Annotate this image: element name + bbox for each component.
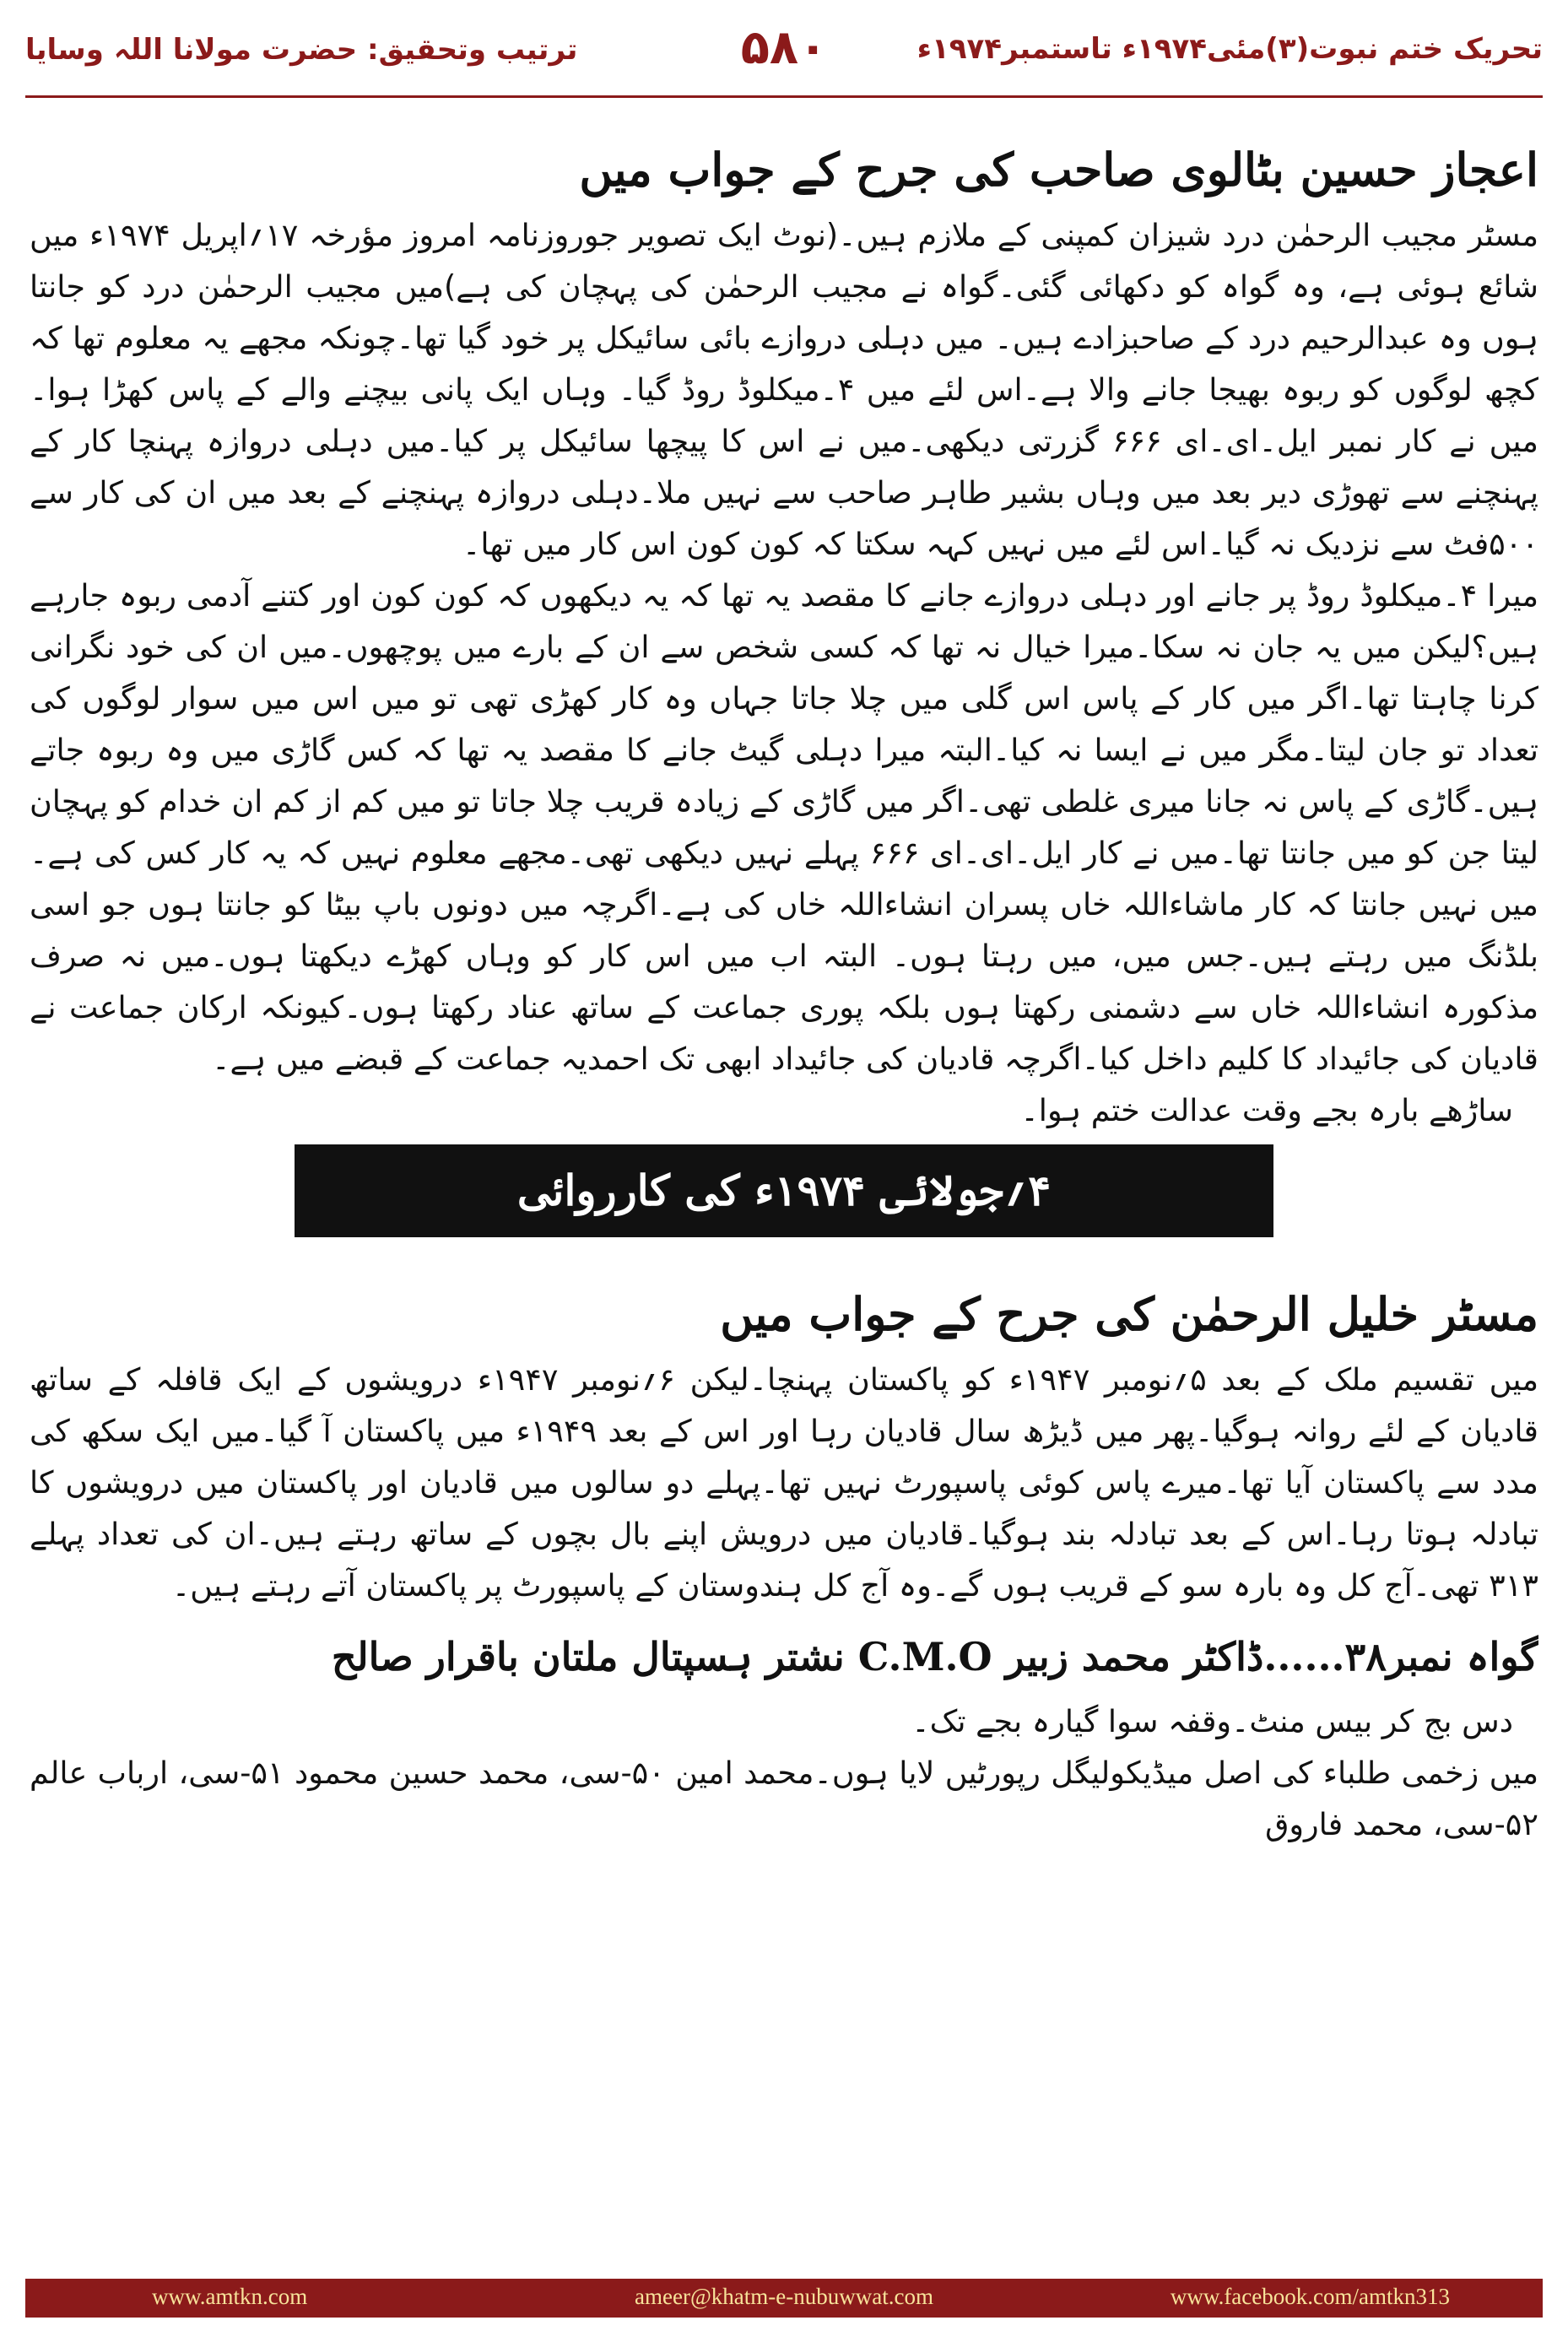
paragraph: میں تقسیم ملک کے بعد ۵؍نومبر ۱۹۴۷ء کو پاکستان پہنچا۔لیکن ۶؍نومبر ۱۹۴۷ء درویشوں کے ایک قافلہ کے ساتھ قادیان کے لئے روانہ ہوگیا۔پھر میں ڈیڑھ سال قادیان رہا اور اس کے بعد ۱۹۴۹ء میں پاکستان آ گیا۔میں ایک سکھ کی مدد سے پاکستان آیا تھا۔میرے پاس کوئی پاسپورٹ نہیں تھا۔پہلے دو سالوں میں قادیان اور پاکستان میں درویشوں کا تبادلہ ہوتا رہا۔اس کے بعد تبادلہ بند ہوگیا۔قادیان میں درویش اپنے بال بچوں کے ساتھ رہتے ہیں۔ان کی تعداد پہلے ۳۱۳ تھی۔آج کل وہ بارہ سو کے قریب ہوں گے۔وہ آج کل ہندوستان کے پاسپورٹ پر پاکستان آتے رہتے ہیں۔ — [30, 1360, 1538, 1604]
page-footer — [25, 2279, 1543, 2318]
proceedings-date-banner: ۴؍جولائی ۱۹۷۴ء کی کارروائی — [295, 1144, 1273, 1237]
witness-heading: گواہ نمبر۳۸......ڈاکٹر محمد زبیر C.M.O نشتر ہسپتال ملتان باقرار صالح — [331, 1633, 1538, 1679]
paragraph: میرا ۴۔میکلوڈ روڈ پر جانے اور دہلی دروازے جانے کا مقصد یہ تھا کہ یہ دیکھوں کہ کون کون اور کتنے آدمی ربوہ جارہے ہیں؟لیکن میں یہ جان نہ سکا۔میرا خیال نہ تھا کہ کسی شخص سے ان کے بارے میں پوچھوں۔میں ان کی خود نگرانی کرنا چاہتا تھا۔اگر میں کار کے پاس اس گلی میں چلا جاتا جہاں وہ کار کھڑی تھی تو میں اس میں سوار لوگوں کی تعداد تو جان لیتا۔مگر میں نے ایسا نہ کیا۔البتہ میرا دہلی گیٹ جانے کا مقصد یہ تھا کہ کس گاڑی میں وہ ربوہ جاتے ہیں۔گاڑی کے پاس نہ جانا میری غلطی تھی۔اگر میں گاڑی کے زیادہ قریب چلا جاتا تو میں کم از کم ان خدام کو پہچان لیتا جن کو میں جانتا تھا۔میں نے کار ایل۔ای۔ای ۶۶۶ پہلے نہیں دیکھی تھی۔مجھے معلوم نہیں کہ یہ کار کس کی ہے۔میں نہیں جانتا کہ کار ماشاءاللہ خاں پسران انشاءاللہ خاں کی ہے۔اگرچہ میں دونوں باپ بیٹا کو جانتا ہوں جو اسی بلڈنگ میں رہتے ہیں۔جس میں، میں رہتا ہوں۔ البتہ اب میں اس کار کو وہاں کھڑے دیکھتا ہوں۔میں نہ صرف مذکورہ انشاءاللہ خاں سے دشمنی رکھتا ہوں بلکہ پوری جماعت کے ساتھ عناد رکھتا ہوں۔کیونکہ ارکان جماعت نے قادیان کی جائیداد کا کلیم داخل کیا۔اگرچہ قادیان کی جائیداد ابھی تک احمدیہ جماعت کے قبضے میں ہے۔ — [30, 576, 1538, 1077]
footer-facebook-link[interactable]: www.facebook.com/amtkn313 — [1170, 2284, 1450, 2309]
header-book-title: تحریک ختم نبوت(۳)مئی۱۹۷۴ء تاستمبر۱۹۷۴ء — [916, 32, 1543, 66]
section-heading-cross-examination-ijaz: اعجاز حسین بٹالوی صاحب کی جرح کے جواب میں — [579, 143, 1538, 197]
header-compiler: ترتیب وتحقیق: حضرت مولانا اللہ وسایا — [25, 33, 578, 67]
section-heading-cross-examination-khalil: مسٹر خلیل الرحمٰن کی جرح کے جواب میں — [720, 1286, 1538, 1341]
footer-website-link[interactable]: www.amtkn.com — [152, 2284, 308, 2309]
page-header — [25, 15, 1543, 98]
paragraph: میں زخمی طلباء کی اصل میڈیکولیگل رپورٹیں لایا ہوں۔محمد امین ۵۰-سی، محمد حسین محمود ۵۱-سی، ارباب عالم ۵۲-سی، محمد فاروق — [30, 1754, 1538, 1842]
page-content — [30, 114, 1538, 2220]
paragraph: مسٹر مجیب الرحمٰن درد شیزان کمپنی کے ملازم ہیں۔(نوٹ ایک تصویر جوروزنامہ امروز مؤرخہ ۱۷؍اپریل ۱۹۷۴ء میں شائع ہوئی ہے، وہ گواہ کو دکھائی گئی۔گواہ نے مجیب الرحمٰن کی پہچان کی ہے)میں مجیب الرحمٰن درد کو جانتا ہوں وہ عبدالرحیم درد کے صاحبزادے ہیں۔ میں دہلی دروازے بائی سائیکل پر خود گیا تھا۔چونکہ مجھے یہ معلوم تھا کہ کچھ لوگوں کو ربوہ بھیجا جانے والا ہے۔اس لئے میں ۴۔میکلوڈ روڈ گیا۔ وہاں ایک پانی بیچنے والے کے پاس کھڑا ہوا۔میں نے کار نمبر ایل۔ای۔ای ۶۶۶ گزرتی دیکھی۔میں نے اس کا پیچھا سائیکل پر کیا۔میں دہلی دروازہ پہنچا کار کے پہنچنے سے تھوڑی دیر بعد میں وہاں بشیر طاہر صاحب سے نہیں ملا۔دہلی دروازہ پہنچنے کے بعد میں ان کی کار سے ۵۰۰فٹ سے نزدیک نہ گیا۔اس لئے میں نہیں کہہ سکتا کہ کون کون اس کار میں تھا۔ — [30, 216, 1538, 562]
recess-note: دس بج کر بیس منٹ۔وقفہ سوا گیارہ بجے تک۔ — [911, 1702, 1513, 1739]
footer-email-link[interactable]: ameer@khatm-e-nubuwwat.com — [635, 2284, 933, 2309]
court-adjourned-note: ساڑھے بارہ بجے وقت عدالت ختم ہوا۔ — [1020, 1091, 1513, 1128]
page-number: ۵۸۰ — [740, 20, 828, 75]
